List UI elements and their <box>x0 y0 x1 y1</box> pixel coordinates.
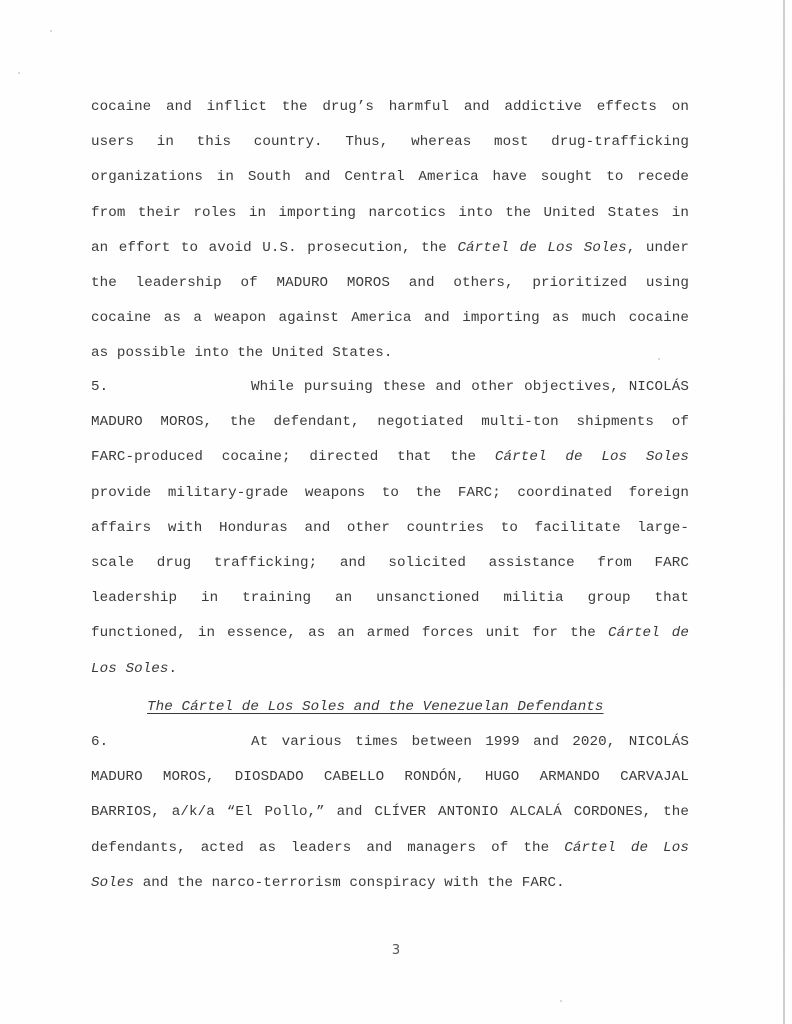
paragraph-4-line <box>91 132 689 152</box>
paragraph-4-line <box>91 203 689 223</box>
section-heading: The Cártel de Los Soles and the Venezuelan Defendants <box>147 699 604 715</box>
text-segment: users in this country. Thus, whereas most drug-trafficking <box>91 134 689 151</box>
paragraph-5-line <box>91 659 689 679</box>
paragraph-first-line: At various times between 1999 and 2020, NICOLÁS <box>251 734 689 750</box>
text-segment: cocaine and inflict the drug’s harmful and addictive effects on <box>91 99 689 115</box>
paragraph-number: 5. <box>91 379 109 395</box>
italic-text: Cártel de <box>608 625 689 642</box>
text-segment: FARC-produced cocaine; directed that the <box>91 449 495 466</box>
paragraph-6-line <box>91 767 689 787</box>
italic-text: Cártel de Los Soles <box>494 449 690 466</box>
text-segment: MADURO MOROS, the defendant, negotiated multi-ton shipments of <box>91 414 689 431</box>
text-segment: affairs with Honduras and other countries to facilitate large- <box>91 519 689 536</box>
paragraph-first-line: While pursuing these and other objectives, NICOLÁS <box>251 379 689 395</box>
paragraph-5-line <box>91 588 689 608</box>
paragraph-5-line <box>91 623 689 643</box>
paragraph-6-line <box>91 802 689 822</box>
scan-speck <box>18 72 20 74</box>
paragraph-4-line <box>91 238 689 258</box>
paragraph-4-line <box>91 273 689 293</box>
text-segment: the leadership of MADURO MOROS and others, prioritized using <box>91 275 689 291</box>
paragraph-4-line <box>91 97 689 117</box>
text-segment: functioned, in essence, as an armed forces unit for the <box>91 625 608 642</box>
paragraph-5-line <box>91 483 689 503</box>
text-segment: as possible into the United States. <box>91 345 393 362</box>
italic-text: Los Soles <box>91 660 169 677</box>
text-segment: an effort to avoid U.S. prosecution, the <box>91 239 458 256</box>
text-segment: leadership in training an unsanctioned militia group that <box>91 590 689 607</box>
text-segment: organizations in South and Central America have sought to recede <box>91 169 689 186</box>
paragraph-4-line <box>91 167 689 187</box>
italic-text: Cártel de Los <box>564 839 689 856</box>
text-segment: MADURO MOROS, DIOSDADO CABELLO RONDÓN, HUGO ARMANDO CARVAJAL <box>91 769 689 786</box>
paragraph-4-line <box>91 343 689 363</box>
paragraph-6-line <box>91 873 689 893</box>
text-segment: from their roles in importing narcotics into the United States in <box>91 204 689 221</box>
text-segment: defendants, acted as leaders and managers of the <box>91 839 565 856</box>
text-segment: scale drug trafficking; and solicited assistance from FARC <box>91 555 689 571</box>
scan-speck <box>50 30 52 32</box>
paragraph-6-line <box>91 732 689 752</box>
text-segment: BARRIOS, a/k/a “El Pollo,” and CLÍVER ANTONIO ALCALÁ CORDONES, the <box>91 804 689 821</box>
paragraph-5-line <box>91 447 689 467</box>
text-segment: cocaine as a weapon against America and importing as much cocaine <box>91 310 689 327</box>
paragraph-5-line <box>91 377 689 397</box>
italic-text: Soles <box>91 874 135 891</box>
text-segment: . <box>168 660 178 677</box>
paragraph-6-line <box>91 838 689 858</box>
text-segment: , under <box>626 239 689 256</box>
page-number: 3 <box>391 943 401 958</box>
text-segment: and the narco-terrorism conspiracy with the FARC. <box>134 874 565 891</box>
paragraph-5-line <box>91 553 689 573</box>
scan-edge-line <box>783 0 785 1024</box>
paragraph-5-line <box>91 518 689 538</box>
scan-speck <box>560 1000 562 1002</box>
paragraph-5-line <box>91 412 689 432</box>
paragraph-4-line <box>91 308 689 328</box>
text-segment: provide military-grade weapons to the FARC; coordinated foreign <box>91 484 689 501</box>
paragraph-number: 6. <box>91 734 109 750</box>
italic-text: Cártel de Los Soles <box>457 239 627 256</box>
